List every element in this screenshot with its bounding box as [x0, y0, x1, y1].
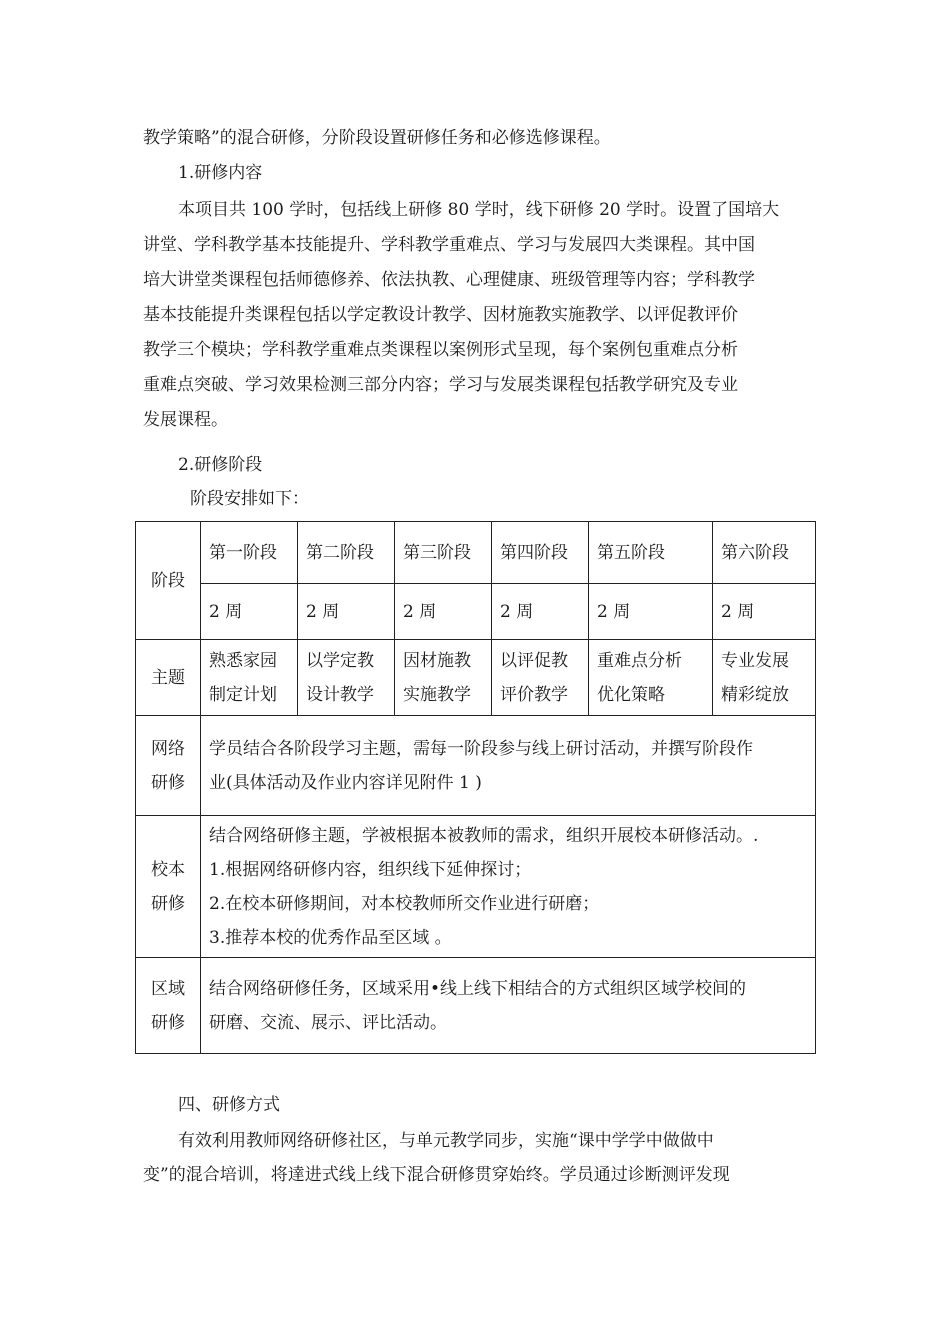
theme-line: 设计教学: [306, 684, 374, 705]
table-row-regional: [136, 958, 816, 1054]
stage-duration: 2 周: [298, 584, 395, 640]
paragraph-line: 培大讲堂类课程包括师德修养、依法执教、心理健康、班级管理等内容；学科教学: [143, 270, 755, 290]
stage-duration: 2 周: [201, 584, 298, 640]
stage-name: 第一阶段: [201, 522, 298, 584]
online-content: [201, 716, 816, 816]
stage-duration: 2 周: [395, 584, 492, 640]
table-row-themes: [136, 640, 816, 716]
stage-theme: [492, 640, 589, 716]
paragraph-line: 教学三个模块；学科教学重难点类课程以案例形式呈现，每个案例包重难点分析: [143, 340, 738, 360]
table-row-durations: [136, 584, 816, 640]
stages-intro: 阶段安排如下：: [190, 489, 309, 509]
table-row-school: [136, 816, 816, 958]
paragraph-line: 变”的混合培训，将達进式线上线下混合研修贯穿始终。学员通过诊断测评发现: [143, 1165, 730, 1185]
stage-name: 第五阶段: [589, 522, 713, 584]
theme-line: 专业发展: [721, 650, 789, 671]
stage-header: 阶段: [136, 522, 201, 640]
stage-name: 第六阶段: [713, 522, 816, 584]
theme-line: 实施教学: [403, 684, 471, 705]
section-heading-method: 四、研修方式: [178, 1095, 280, 1115]
table-row-stages: [136, 522, 816, 584]
theme-line: 因材施教: [403, 650, 471, 671]
stage-theme: [589, 640, 713, 716]
stage-duration: 2 周: [713, 584, 816, 640]
stage-theme: [298, 640, 395, 716]
regional-line: 研磨、交流、展示、评比活动。: [209, 1012, 447, 1033]
regional-label-line: 区域: [151, 978, 185, 999]
intro-line: 教学策略”的混合研修，分阶段设置研修任务和必修选修课程。: [143, 128, 611, 148]
regional-content: [201, 958, 816, 1054]
regional-header: [136, 958, 201, 1054]
paragraph-line: 发展课程。: [143, 410, 228, 430]
stage-duration: 2 周: [492, 584, 589, 640]
stage-theme: [395, 640, 492, 716]
school-line: 2.在校本研修期间，对本校教师所交作业进行研磨；: [209, 893, 600, 914]
theme-line: 重难点分析: [597, 650, 682, 671]
online-label-line: 研修: [151, 772, 185, 793]
theme-line: 熟悉家园: [209, 650, 277, 671]
stage-name: 第四阶段: [492, 522, 589, 584]
stage-duration: 2 周: [589, 584, 713, 640]
paragraph-line: 讲堂、学科教学基本技能提升、学科教学重难点、学习与发展四大类课程。其中国: [143, 235, 755, 255]
paragraph-line: 基本技能提升类课程包括以学定教设计教学、因材施教实施教学、以评促教评价: [143, 305, 738, 325]
table-row-online: [136, 716, 816, 816]
theme-line: 评价教学: [500, 684, 568, 705]
school-line: 3.推荐本校的优秀作品至区域 。: [209, 927, 452, 948]
stage-theme: [201, 640, 298, 716]
theme-line: 精彩绽放: [721, 684, 789, 705]
stage-name: 第三阶段: [395, 522, 492, 584]
school-label-line: 研修: [151, 893, 185, 914]
school-line: 结合网络研修主题，学被根据本被教师的需求，组织开展校本研修活动。.: [209, 825, 759, 846]
online-line: 业(具体活动及作业内容详见附件 1 ): [209, 772, 482, 793]
theme-line: 以学定教: [306, 650, 374, 671]
paragraph-line: 有效利用教师网络研修社区，与单元教学同步，实施“课中学学中做做中: [178, 1131, 714, 1151]
paragraph-line: 重难点突破、学习效果检测三部分内容；学习与发展类课程包括教学研究及专业: [143, 375, 738, 395]
theme-line: 以评促教: [500, 650, 568, 671]
theme-line: 优化策略: [597, 684, 665, 705]
online-label-line: 网络: [151, 738, 185, 759]
regional-line: 结合网络研修任务，区域采用•线上线下相结合的方式组织区域学校间的: [209, 978, 747, 999]
regional-label-line: 研修: [151, 1012, 185, 1033]
school-line: 1.根据网络研修内容，组织线下延伸探讨；: [209, 859, 532, 880]
online-header: [136, 716, 201, 816]
section-heading-content: 1.研修内容: [178, 163, 263, 183]
online-line: 学员结合各阶段学习主题，需每一阶段参与线上研讨活动，并撰写阶段作: [209, 738, 753, 759]
section-heading-stages: 2.研修阶段: [178, 455, 263, 475]
stages-table: [135, 521, 816, 1054]
school-label-line: 校本: [151, 859, 185, 880]
paragraph-line: 本项目共 100 学时，包括线上研修 80 学时，线下研修 20 学时。设置了国培大: [178, 200, 780, 220]
school-content: [201, 816, 816, 958]
school-header: [136, 816, 201, 958]
stage-theme: [713, 640, 816, 716]
stage-name: 第二阶段: [298, 522, 395, 584]
theme-header: 主题: [136, 640, 201, 716]
theme-line: 制定计划: [209, 684, 277, 705]
